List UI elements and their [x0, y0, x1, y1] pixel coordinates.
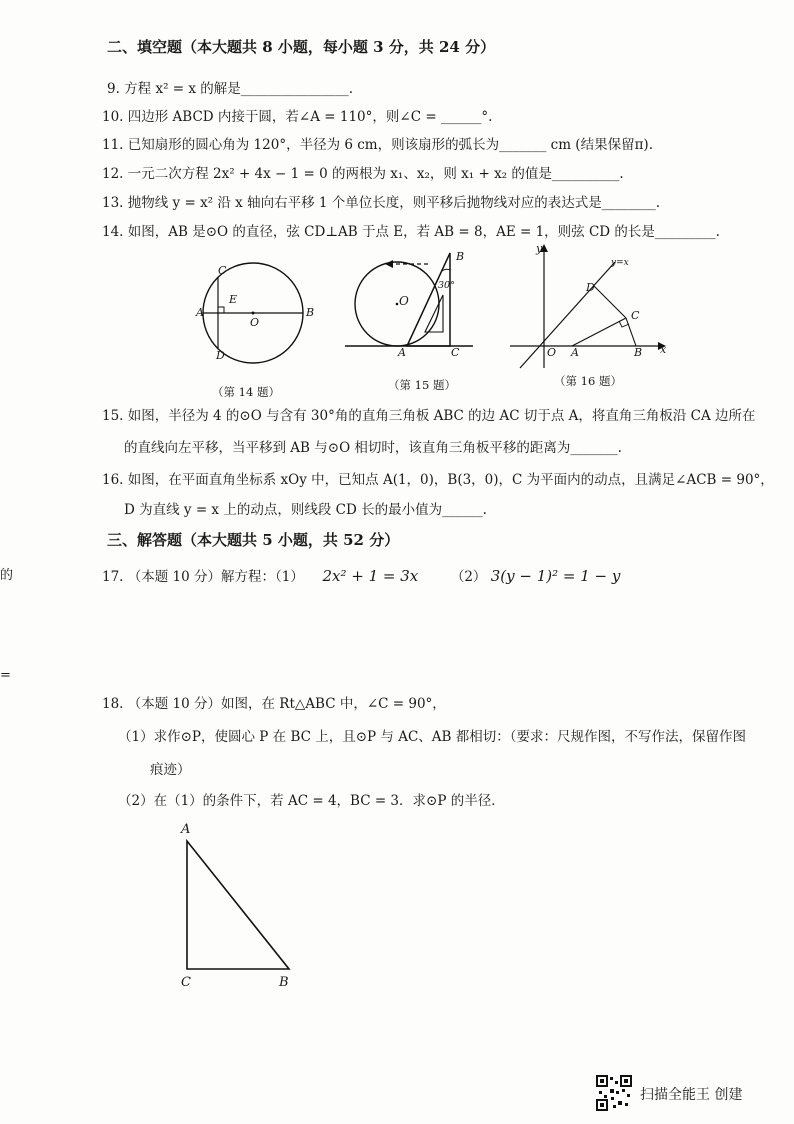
fig18-triangle-abc [187, 841, 289, 969]
question-15-line-1: 15. 如图，半径为 4 的⊙O 与含有 30°角的直角三角板 ABC 的边 AC 切于点 A，将直角三角板沿 CA 边所在 [102, 408, 756, 424]
question-18-line-1: 18. （本题 10 分）如图，在 Rt△ABC 中，∠C = 90°， [102, 696, 446, 712]
question-16-line-1: 16. 如图，在平面直角坐标系 xOy 中，已知点 A(1，0)，B(3，0)，C 为平面内的动点，且满足∠ACB = 90°， [102, 472, 774, 488]
section-2-title: 二、填空题（本大题共 8 小题，每小题 3 分，共 24 分） [107, 38, 496, 56]
fig16-label-y: y [536, 242, 543, 255]
fig15-arrow-head [385, 260, 393, 268]
question-9: 9. 方程 x² = x 的解是________________. [107, 81, 354, 97]
question-15-line-2: 的直线向左平移，当平移到 AB 与⊙O 相切时，该直角三角板平移的距离为_______. [124, 440, 622, 456]
fig15-label-o: O [399, 294, 409, 308]
fig18-label-a: A [181, 822, 191, 837]
question-14: 14. 如图，AB 是⊙O 的直径，弦 CD⊥AB 于点 E，若 AB = 8，AE = 1，则弦 CD 的长是_________. [102, 224, 720, 240]
fig15-label-c: C [451, 346, 460, 359]
q17-equation-2: 3(y − 1)² = 1 − y [490, 567, 621, 585]
fig16-segment-dc [594, 286, 626, 318]
fig14-caption: （第 14 题） [212, 385, 280, 399]
fig15-label-b: B [456, 250, 465, 263]
fig14-label-e: E [229, 293, 238, 306]
fig16-label-x: x [660, 343, 667, 356]
q17-prefix: 17. （本题 10 分）解方程：（1） [102, 569, 304, 585]
fig16-label-d: D [586, 281, 595, 294]
section-3-title: 三、解答题（本大题共 5 小题，共 52 分） [107, 531, 400, 549]
q17-equation-1: 2x² + 1 = 3x [322, 567, 419, 585]
scanner-watermark: 扫描全能王 创建 [640, 1087, 743, 1103]
question-16-line-2: D 为直线 y = x 上的动点，则线段 CD 长的最小值为______. [124, 502, 487, 518]
fig16-label-line: y=x [611, 258, 629, 268]
question-11: 11. 已知扇形的圆心角为 120°，半径为 6 cm，则该扇形的弧长为_______ cm (结果保留π). [102, 137, 653, 153]
question-18-line-2: （1）求作⊙P，使圆心 P 在 BC 上，且⊙P 与 AC、AB 都相切：（要求：尺规作图，不写作法，保留作图 [118, 729, 746, 745]
fig18-label-c: C [181, 975, 191, 990]
fig16-label-a: A [571, 346, 579, 359]
fig14-center-point [252, 312, 255, 315]
qr-code-icon [596, 1075, 632, 1111]
fig15-center-point [396, 303, 399, 306]
fig14-label-a: A [196, 306, 204, 319]
q17-part-2: （2） [450, 569, 487, 585]
fig14-label-d: D [216, 349, 225, 362]
fig16-line-y-eq-x [520, 262, 615, 368]
fig14-label-o: O [250, 316, 260, 329]
question-10: 10. 四边形 ABCD 内接于圆，若∠A = 110°，则∠C = ______°. [102, 109, 493, 125]
question-13: 13. 抛物线 y = x² 沿 x 轴向右平移 1 个单位长度，则平移后抛物线对应的表达式是________. [102, 195, 661, 211]
fig16-segment-cb [626, 318, 636, 346]
question-12: 12. 一元二次方程 2x² + 4x − 1 = 0 的两根为 x₁、x₂，则 x₁ + x₂ 的值是__________. [102, 166, 624, 182]
left-edge-mark-1: 的 [0, 568, 14, 583]
fig15-label-a: A [398, 346, 406, 359]
question-17 [102, 565, 620, 585]
fig16-segment-ac [572, 318, 626, 346]
fig16-label-c: C [631, 309, 640, 322]
figure-15 [345, 250, 480, 360]
fig14-label-b: B [306, 306, 315, 319]
fig15-label-angle: 30° [438, 280, 455, 291]
figure-16 [510, 240, 670, 370]
fig16-caption: （第 16 题） [554, 374, 622, 388]
question-18-line-3: 痕迹） [150, 762, 191, 778]
fig16-label-o: O [547, 346, 557, 359]
left-edge-mark-2: = [0, 668, 11, 683]
question-18-line-4: （2）在（1）的条件下，若 AC = 4，BC = 3．求⊙P 的半径． [118, 793, 505, 809]
fig16-label-b: B [634, 346, 643, 359]
figure-18-triangle [180, 835, 300, 975]
fig14-label-c: C [218, 264, 227, 277]
fig18-label-b: B [279, 975, 289, 990]
fig14-right-angle-mark [218, 307, 224, 313]
fig15-caption: （第 15 题） [388, 378, 456, 392]
